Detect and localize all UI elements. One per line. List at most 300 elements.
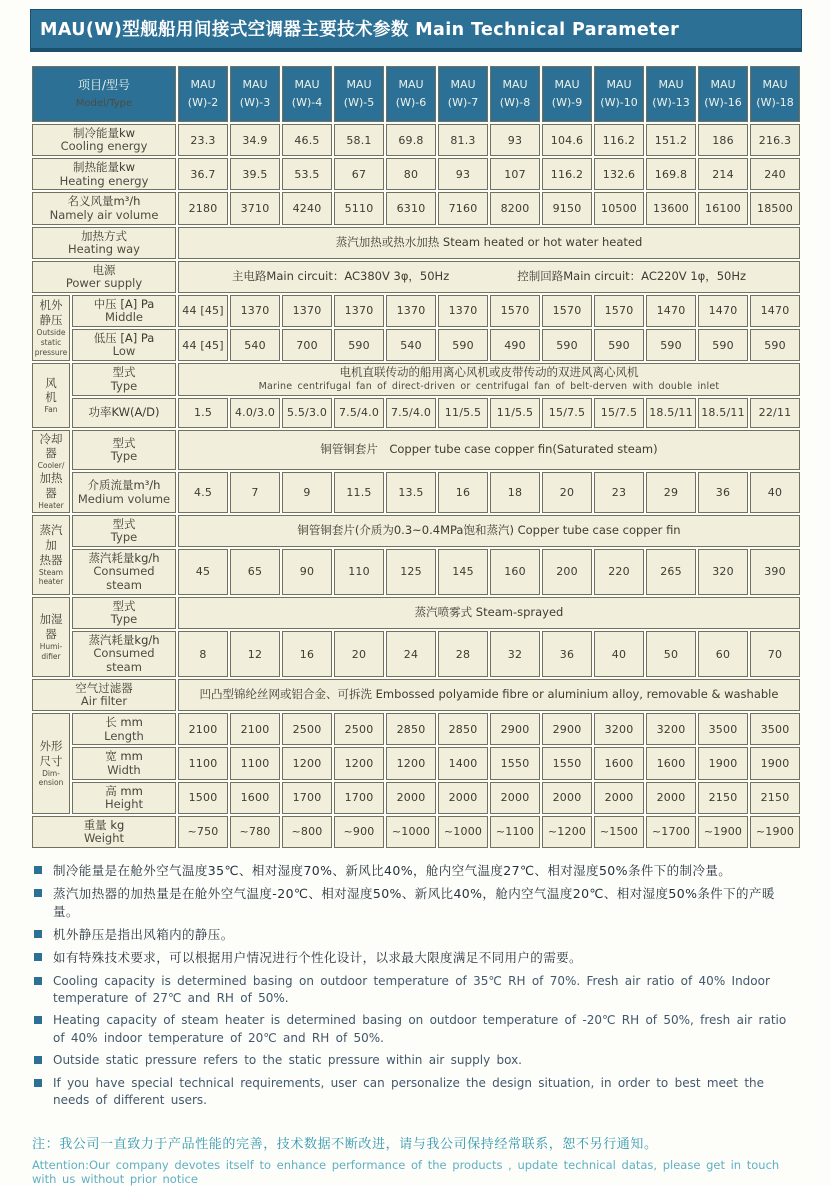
value-cell: 7.5/4.0 xyxy=(334,398,384,428)
table-body xyxy=(32,124,800,848)
model-name-line: MAU xyxy=(450,78,476,92)
value-cell: 69.8 xyxy=(386,124,436,156)
row-label-line: 重量 kg xyxy=(83,817,125,832)
note-text: Heating capacity of steam heater is determined basing on outdoor temperature of -20℃ RH of 50%, fresh air ratio of 40% indoor temperature of 20℃ and RH of 50%. xyxy=(53,1013,787,1045)
model-name-line: MAU xyxy=(710,78,736,92)
value-cell: 7.5/4.0 xyxy=(386,398,436,428)
model-name-line: (W)-5 xyxy=(343,96,375,109)
table-row xyxy=(32,363,800,395)
value-cell: 93 xyxy=(438,158,488,190)
value-cell: ~1500 xyxy=(594,816,644,848)
model-header xyxy=(282,66,332,122)
value-cell: 22/11 xyxy=(750,398,800,428)
value-cell: 1570 xyxy=(594,295,644,327)
note-item xyxy=(32,973,800,1008)
value-cell: 2000 xyxy=(490,782,540,814)
note-item xyxy=(32,885,800,921)
group-label-line: Heater xyxy=(38,501,64,511)
table-row xyxy=(32,747,800,779)
note-item xyxy=(32,1075,800,1110)
value-cell: 2000 xyxy=(386,782,436,814)
value-cell: 240 xyxy=(750,158,800,190)
value-cell: 132.6 xyxy=(594,158,644,190)
merged-value-cell xyxy=(178,597,800,629)
row-label-line: Weight xyxy=(83,831,125,846)
group-label-line: difier xyxy=(41,651,61,661)
row-label-line: Consumed steam xyxy=(93,646,155,675)
group-label-cell xyxy=(32,295,70,361)
value-cell: ~1100 xyxy=(490,816,540,848)
model-name-line: (W)-18 xyxy=(756,96,794,109)
value-cell: 1200 xyxy=(282,747,332,779)
note-text: Cooling capacity is determined basing on outdoor temperature of 35℃ RH of 70%. Fresh air ratio of 40% Indoor temperature of 27℃ and RH of 50%. xyxy=(53,973,770,1005)
merged-value-cell xyxy=(178,515,800,547)
row-label-line: Power supply xyxy=(65,276,143,291)
bullet-icon xyxy=(34,1079,42,1087)
value-cell: 2100 xyxy=(178,713,228,745)
value-cell: 34.9 xyxy=(230,124,280,156)
value-cell: 590 xyxy=(438,329,488,361)
model-header xyxy=(594,66,644,122)
model-name-line: MAU xyxy=(242,78,268,92)
value-cell: 2000 xyxy=(594,782,644,814)
group-label-line: 外形 xyxy=(39,738,63,753)
row-label-line: 介质流量m³/h xyxy=(87,478,161,493)
row-label-line: Type xyxy=(110,612,138,627)
value-cell: 16 xyxy=(282,631,332,677)
value-cell: 3200 xyxy=(646,713,696,745)
note-item xyxy=(32,926,800,944)
row-label-cell xyxy=(72,549,176,595)
model-name-line: MAU xyxy=(190,78,216,92)
row-label-cell xyxy=(72,747,176,779)
table-row xyxy=(32,192,800,224)
model-name-line: (W)-6 xyxy=(395,96,427,109)
group-label-line: 加热器 xyxy=(39,471,63,501)
value-cell: 1100 xyxy=(230,747,280,779)
value-cell: 1370 xyxy=(386,295,436,327)
value-cell: 7160 xyxy=(438,192,488,224)
row-label-line: Consumed steam xyxy=(93,564,155,593)
value-cell: 590 xyxy=(594,329,644,361)
row-label-line: Heating energy xyxy=(59,173,149,188)
value-cell: 4240 xyxy=(282,192,332,224)
value-cell: 2500 xyxy=(334,713,384,745)
row-label-line: 蒸汽耗量kg/h xyxy=(88,633,160,648)
value-cell: 110 xyxy=(334,549,384,595)
value-cell: 2850 xyxy=(386,713,436,745)
bullet-icon xyxy=(34,1016,42,1024)
value-cell: 93 xyxy=(490,124,540,156)
row-label-cell xyxy=(72,782,176,814)
value-cell: ~800 xyxy=(282,816,332,848)
value-cell: 2000 xyxy=(438,782,488,814)
row-label-cell xyxy=(72,515,176,547)
row-label-cell xyxy=(72,631,176,677)
value-cell: 3710 xyxy=(230,192,280,224)
value-cell: 36 xyxy=(698,472,748,513)
row-label-line: 长 mm xyxy=(105,715,143,730)
row-label-cell xyxy=(72,295,176,327)
model-name-line: (W)-7 xyxy=(447,96,479,109)
model-header xyxy=(438,66,488,122)
row-label-line: Type xyxy=(110,449,138,464)
model-name-line: MAU xyxy=(502,78,528,92)
row-label-line: 型式 xyxy=(112,598,136,613)
model-header xyxy=(698,66,748,122)
table-row xyxy=(32,597,800,629)
value-cell: 116.2 xyxy=(594,124,644,156)
value-cell: ~1000 xyxy=(438,816,488,848)
value-cell: 11/5.5 xyxy=(438,398,488,428)
value-cell: 2000 xyxy=(542,782,592,814)
model-name-line: (W)-3 xyxy=(239,96,271,109)
table-row xyxy=(32,472,800,513)
value-cell: 220 xyxy=(594,549,644,595)
model-name-line: MAU xyxy=(606,78,632,92)
value-cell: 590 xyxy=(750,329,800,361)
merged-value-cell xyxy=(178,261,800,293)
value-cell: ~1700 xyxy=(646,816,696,848)
value-cell: 23.3 xyxy=(178,124,228,156)
corner-cell xyxy=(32,66,176,122)
group-label-line: 尺寸 xyxy=(39,753,63,768)
value-cell: 8200 xyxy=(490,192,540,224)
value-cell: 1600 xyxy=(594,747,644,779)
row-label-line: Heating way xyxy=(68,241,140,256)
value-cell: ~1900 xyxy=(698,816,748,848)
value-cell: 53.5 xyxy=(282,158,332,190)
row-label-cell xyxy=(72,430,176,471)
table-row xyxy=(32,124,800,156)
value-cell: 700 xyxy=(282,329,332,361)
value-cell: ~1900 xyxy=(750,816,800,848)
value-cell: 2150 xyxy=(698,782,748,814)
value-cell: 7 xyxy=(230,472,280,513)
row-label-line: Type xyxy=(110,530,138,545)
value-cell: 320 xyxy=(698,549,748,595)
row-label-line: Height xyxy=(104,796,143,811)
value-cell: 13.5 xyxy=(386,472,436,513)
group-label-line: 蒸汽加 xyxy=(39,522,63,552)
row-label-cell xyxy=(32,816,176,848)
value-cell: 169.8 xyxy=(646,158,696,190)
value-cell: 1100 xyxy=(178,747,228,779)
table-row xyxy=(32,679,800,711)
value-cell: 1550 xyxy=(542,747,592,779)
bullet-icon xyxy=(34,889,42,897)
row-label-line: 低压 [A] Pa xyxy=(93,331,155,346)
row-label-line: 型式 xyxy=(112,516,136,531)
group-label-line: pressure xyxy=(34,347,68,357)
row-label-line: Width xyxy=(107,762,141,777)
value-cell: ~1000 xyxy=(386,816,436,848)
value-cell: ~750 xyxy=(178,816,228,848)
value-cell: ~1200 xyxy=(542,816,592,848)
table-row xyxy=(32,329,800,361)
value-cell: 1470 xyxy=(646,295,696,327)
group-label-line: Fan xyxy=(44,405,58,415)
model-name-line: (W)-16 xyxy=(704,96,742,109)
value-cell: 5110 xyxy=(334,192,384,224)
footer-note-en: Attention:Our company devotes itself to enhance performance of the products , update technical datas, please get in touch with us without prior notice xyxy=(32,1158,780,1186)
model-name-line: MAU xyxy=(554,78,580,92)
bullet-icon xyxy=(34,953,42,961)
group-label-cell xyxy=(32,515,70,595)
value-cell: 13600 xyxy=(646,192,696,224)
value-cell: 1550 xyxy=(490,747,540,779)
value-cell: 65 xyxy=(230,549,280,595)
value-cell: 10500 xyxy=(594,192,644,224)
model-name-line: (W)-9 xyxy=(551,96,583,109)
row-label-line: 型式 xyxy=(112,365,136,380)
row-label-line: 空气过滤器 xyxy=(75,681,133,696)
table-row xyxy=(32,782,800,814)
value-cell: 81.3 xyxy=(438,124,488,156)
value-cell: 1570 xyxy=(490,295,540,327)
value-cell: 3500 xyxy=(698,713,748,745)
merged-value-cell xyxy=(178,227,800,259)
group-label-cell xyxy=(32,713,70,814)
value-cell: 1470 xyxy=(750,295,800,327)
corner-label-line: Model/Type xyxy=(75,97,133,109)
group-label-cell xyxy=(32,363,70,427)
row-label-cell xyxy=(72,472,176,513)
row-label-cell xyxy=(32,158,176,190)
group-label-line: 机外 xyxy=(39,298,63,313)
row-label-line: 蒸汽耗量kg/h xyxy=(88,550,160,565)
table-row xyxy=(32,398,800,428)
merged-value-cell xyxy=(178,363,800,395)
group-label-line: 机 xyxy=(45,390,57,405)
table-row xyxy=(32,816,800,848)
value-cell: 590 xyxy=(542,329,592,361)
row-label-line: Namely air volume xyxy=(49,207,159,222)
model-name-line: (W)-8 xyxy=(499,96,531,109)
note-item xyxy=(32,1012,800,1047)
merged-value-cell xyxy=(178,679,800,711)
value-cell: 265 xyxy=(646,549,696,595)
value-cell: 1370 xyxy=(334,295,384,327)
value-cell: 590 xyxy=(334,329,384,361)
row-label-line: 加热方式 xyxy=(81,228,127,243)
value-cell: 1200 xyxy=(386,747,436,779)
header-row xyxy=(32,66,800,122)
value-cell: 2900 xyxy=(490,713,540,745)
value-cell: 1700 xyxy=(282,782,332,814)
value-cell: 18500 xyxy=(750,192,800,224)
note-text: If you have special technical requirements, user can personalize the design situation, in order to best meet the needs of different users. xyxy=(53,1075,765,1107)
value-cell: 23 xyxy=(594,472,644,513)
value-cell: 80 xyxy=(386,158,436,190)
value-cell: 67 xyxy=(334,158,384,190)
merged-text-line: 控制回路Main circuit：AC220V 1φ，50Hz xyxy=(517,269,747,284)
merged-text-line: 主电路Main circuit：AC380V 3φ，50Hz xyxy=(231,269,450,284)
value-cell: 390 xyxy=(750,549,800,595)
footer-note-zh: 注：我公司一直致力于产品性能的完善，技术数据不断改进，请与我公司保持经常联系，恕不另行通知。 xyxy=(32,1137,658,1153)
row-label-line: 名义风量m³/h xyxy=(67,194,141,209)
value-cell: 46.5 xyxy=(282,124,332,156)
group-label-line: heater xyxy=(38,577,64,587)
value-cell: 151.2 xyxy=(646,124,696,156)
footer-note xyxy=(30,1133,802,1186)
value-cell: 1600 xyxy=(230,782,280,814)
value-cell: ~780 xyxy=(230,816,280,848)
row-label-cell xyxy=(72,329,176,361)
value-cell: 1400 xyxy=(438,747,488,779)
value-cell: 8 xyxy=(178,631,228,677)
table-row xyxy=(32,158,800,190)
row-label-line: 制冷能量kw xyxy=(72,126,136,140)
value-cell: 1570 xyxy=(542,295,592,327)
row-label-line: Air filter xyxy=(80,694,128,709)
value-cell: 32 xyxy=(490,631,540,677)
bullet-icon xyxy=(34,866,42,874)
model-header xyxy=(646,66,696,122)
value-cell: 200 xyxy=(542,549,592,595)
value-cell: 18.5/11 xyxy=(698,398,748,428)
row-label-cell xyxy=(72,713,176,745)
merged-text-line: 蒸汽喷雾式 Steam-sprayed xyxy=(414,605,564,620)
model-name-line: (W)-13 xyxy=(652,96,690,109)
row-label-line: Cooling energy xyxy=(60,139,148,154)
value-cell: 16 xyxy=(438,472,488,513)
table-row xyxy=(32,631,800,677)
value-cell: 540 xyxy=(230,329,280,361)
merged-value-cell xyxy=(178,430,800,471)
value-cell: 1900 xyxy=(698,747,748,779)
table-row xyxy=(32,261,800,293)
value-cell: 2180 xyxy=(178,192,228,224)
bullet-icon xyxy=(34,930,42,938)
model-name-line: MAU xyxy=(762,78,788,92)
value-cell: 2150 xyxy=(750,782,800,814)
row-label-line: 电源 xyxy=(92,262,116,277)
row-label-cell xyxy=(32,124,176,156)
merged-text-line: 蒸汽加热或热水加热 Steam heated or hot water heated xyxy=(335,234,643,249)
value-cell: 28 xyxy=(438,631,488,677)
row-label-cell xyxy=(32,679,176,711)
note-text: 机外静压是指出风箱内的静压。 xyxy=(53,927,234,943)
value-cell: 6310 xyxy=(386,192,436,224)
value-cell: 1370 xyxy=(230,295,280,327)
model-name-line: MAU xyxy=(294,78,320,92)
merged-text-line: 铜管铜套片 Copper tube case copper fin(Saturated steam) xyxy=(320,442,658,457)
value-cell: 9 xyxy=(282,472,332,513)
value-cell: 1600 xyxy=(646,747,696,779)
model-name-line: MAU xyxy=(658,78,684,92)
value-cell: 15/7.5 xyxy=(542,398,592,428)
value-cell: 1700 xyxy=(334,782,384,814)
group-label-line: ension xyxy=(38,778,64,788)
row-label-line: 宽 mm xyxy=(105,749,143,764)
value-cell: 1500 xyxy=(178,782,228,814)
row-label-line: 制热能量kw xyxy=(72,160,136,175)
value-cell: 20 xyxy=(542,472,592,513)
value-cell: 2900 xyxy=(542,713,592,745)
value-cell: 90 xyxy=(282,549,332,595)
merged-text-line: Marine centrifugal fan of direct-driven or centrifugal fan of belt-derven with double inlet xyxy=(258,380,720,392)
group-label-line: Outside xyxy=(36,328,66,338)
value-cell: 160 xyxy=(490,549,540,595)
merged-text-line: 凹凸型锦纶丝网或铝合金、可拆洗 Embossed polyamide fibre or aluminium alloy, removable & washable xyxy=(199,687,779,702)
value-cell: 1.5 xyxy=(178,398,228,428)
group-label-line: 静压 xyxy=(39,313,63,328)
model-header xyxy=(490,66,540,122)
value-cell: 40 xyxy=(594,631,644,677)
bullet-icon xyxy=(34,1056,42,1064)
parameters-table xyxy=(30,64,802,850)
row-label-cell xyxy=(72,597,176,629)
merged-text-line: 铜管铜套片(介质为0.3~0.4MPa饱和蒸汽) Copper tube case copper fin xyxy=(297,523,681,538)
group-label-line: Steam xyxy=(38,567,64,577)
value-cell: 11/5.5 xyxy=(490,398,540,428)
table-row xyxy=(32,713,800,745)
value-cell: 590 xyxy=(646,329,696,361)
row-label-cell xyxy=(32,227,176,259)
row-label-line: Length xyxy=(104,728,144,743)
value-cell: 3200 xyxy=(594,713,644,745)
row-label-line: Low xyxy=(112,344,136,359)
row-label-line: 型式 xyxy=(112,435,136,450)
value-cell: 1470 xyxy=(698,295,748,327)
value-cell: 1370 xyxy=(282,295,332,327)
group-label-line: 热器 xyxy=(39,552,63,567)
row-label-cell xyxy=(32,192,176,224)
row-label-line: 高 mm xyxy=(105,783,143,798)
row-label-line: 功率KW(A/D) xyxy=(88,405,160,420)
table-row xyxy=(32,515,800,547)
table-row xyxy=(32,430,800,471)
value-cell: 58.1 xyxy=(334,124,384,156)
value-cell: 490 xyxy=(490,329,540,361)
model-header xyxy=(334,66,384,122)
group-label-cell xyxy=(32,430,70,513)
row-label-line: Type xyxy=(110,378,138,393)
value-cell: 1370 xyxy=(438,295,488,327)
value-cell: 45 xyxy=(178,549,228,595)
group-label-cell xyxy=(32,597,70,677)
value-cell: 4.5 xyxy=(178,472,228,513)
model-header xyxy=(230,66,280,122)
value-cell: 1200 xyxy=(334,747,384,779)
group-label-line: Humi- xyxy=(39,642,63,652)
value-cell: 2850 xyxy=(438,713,488,745)
model-header xyxy=(542,66,592,122)
value-cell: 590 xyxy=(698,329,748,361)
note-text: 蒸汽加热器的加热量是在舱外空气温度-20℃、相对湿度50%、新风比40%，舱内空气温度20℃、相对湿度50%条件下的产暖量。 xyxy=(53,886,775,920)
model-header xyxy=(178,66,228,122)
value-cell: ~900 xyxy=(334,816,384,848)
value-cell: 1900 xyxy=(750,747,800,779)
note-text: 如有特殊技术要求，可以根据用户情况进行个性化设计，以求最大限度满足不同用户的需要。 xyxy=(53,950,582,966)
value-cell: 186 xyxy=(698,124,748,156)
value-cell: 20 xyxy=(334,631,384,677)
note-item xyxy=(32,1052,800,1069)
value-cell: 11.5 xyxy=(334,472,384,513)
note-item xyxy=(32,862,800,880)
group-label-line: Dim- xyxy=(42,768,60,778)
value-cell: 70 xyxy=(750,631,800,677)
model-name-line: MAU xyxy=(346,78,372,92)
value-cell: 50 xyxy=(646,631,696,677)
note-text: 制冷能量是在舱外空气温度35℃、相对湿度70%、新风比40%，舱内空气温度27℃、相对湿度50%条件下的制冷量。 xyxy=(53,862,732,878)
value-cell: 24 xyxy=(386,631,436,677)
model-header xyxy=(386,66,436,122)
value-cell: 39.5 xyxy=(230,158,280,190)
value-cell: 4.0/3.0 xyxy=(230,398,280,428)
value-cell: 125 xyxy=(386,549,436,595)
